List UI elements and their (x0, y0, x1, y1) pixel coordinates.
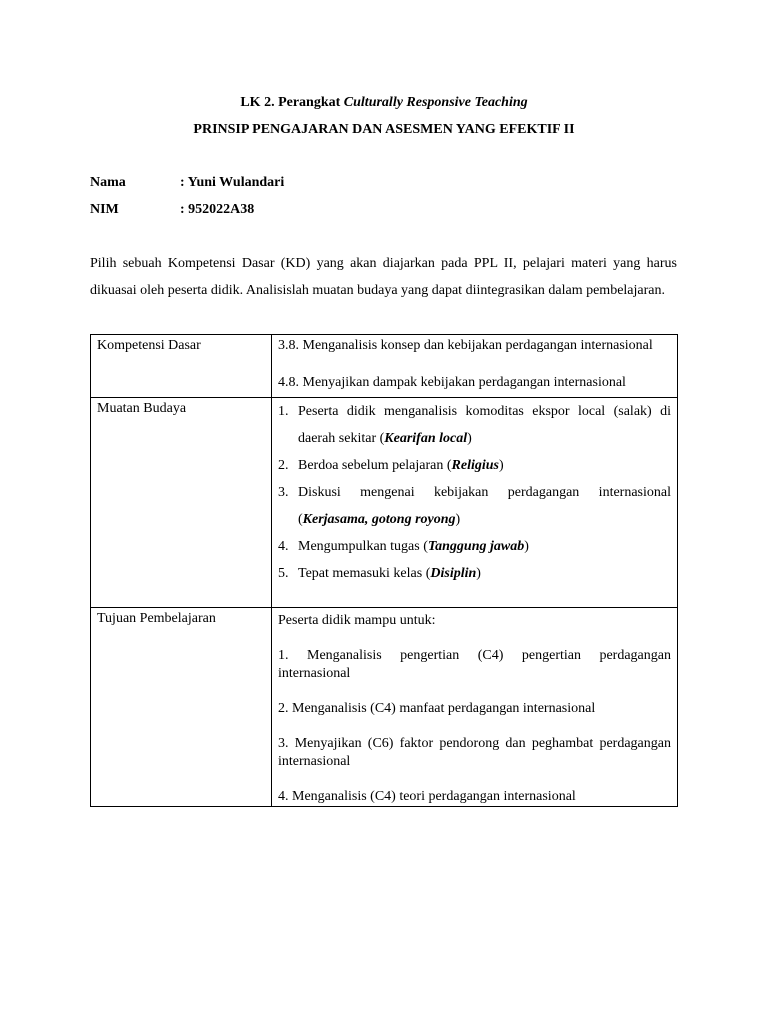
name-value: : Yuni Wulandari (180, 175, 285, 190)
nim-label: NIM (90, 202, 119, 217)
list-item: 4. Mengumpulkan tugas (Tanggung jawab) (278, 539, 529, 554)
document-title (0, 94, 768, 112)
kompetensi-label: Kompetensi Dasar (91, 335, 272, 398)
kompetensi-item-2: 4.8. Menyajikan dampak kebijakan perdagangan internasional (278, 375, 626, 390)
kd-table (90, 334, 678, 807)
tujuan-item-4: 4. Menganalisis (C4) teori perdagangan internasional (278, 789, 576, 804)
list-item: 2. Berdoa sebelum pelajaran (Religius) (278, 458, 504, 473)
tujuan-item-3: 3. Menyajikan (C6) faktor pendorong dan peghambat perdagangan internasional (278, 736, 671, 769)
kompetensi-item-1: 3.8. Menganalisis konsep dan kebijakan perdagangan internasional (278, 338, 653, 353)
document-subtitle: PRINSIP PENGAJARAN DAN ASESMEN YANG EFEKTIF II (193, 122, 575, 137)
tujuan-item-2: 2. Menganalisis (C4) manfaat perdagangan internasional (278, 701, 596, 716)
tujuan-item-1: 1. Menganalisis pengertian (C4) pengertian perdagangan internasional (278, 648, 671, 681)
muatan-content (272, 398, 678, 608)
muatan-row (91, 398, 678, 608)
kompetensi-content (272, 335, 678, 398)
kompetensi-row (91, 335, 678, 398)
muatan-label: Muatan Budaya (91, 398, 272, 608)
tujuan-label: Tujuan Pembelajaran (91, 608, 272, 807)
title-prefix: LK 2. Perangkat (240, 95, 344, 110)
title-italic: Culturally Responsive Teaching (343, 95, 528, 110)
list-item: 3. Diskusi mengenai kebijakan perdagangan internasional (Kerjasama, gotong royong) (278, 485, 671, 527)
nim-value: : 952022A38 (180, 202, 255, 217)
nim-row (90, 201, 254, 219)
muatan-list (278, 398, 671, 587)
tujuan-content (272, 608, 678, 807)
list-item: 5. Tepat memasuki kelas (Disiplin) (278, 566, 481, 581)
tujuan-intro: Peserta didik mampu untuk: (278, 613, 436, 628)
instructions-paragraph: Pilih sebuah Kompetensi Dasar (KD) yang akan diajarkan pada PPL II, pelajari materi yang harus dikuasai oleh peserta didik. Analisislah muatan budaya yang dapat diintegrasikan dalam pembelajaran. (90, 256, 677, 298)
tujuan-row (91, 608, 678, 807)
list-item: 1. Peserta didik menganalisis komoditas ekspor local (salak) di daerah sekitar (Kearifan local) (278, 404, 671, 446)
name-label: Nama (90, 175, 126, 190)
name-row (90, 174, 284, 192)
